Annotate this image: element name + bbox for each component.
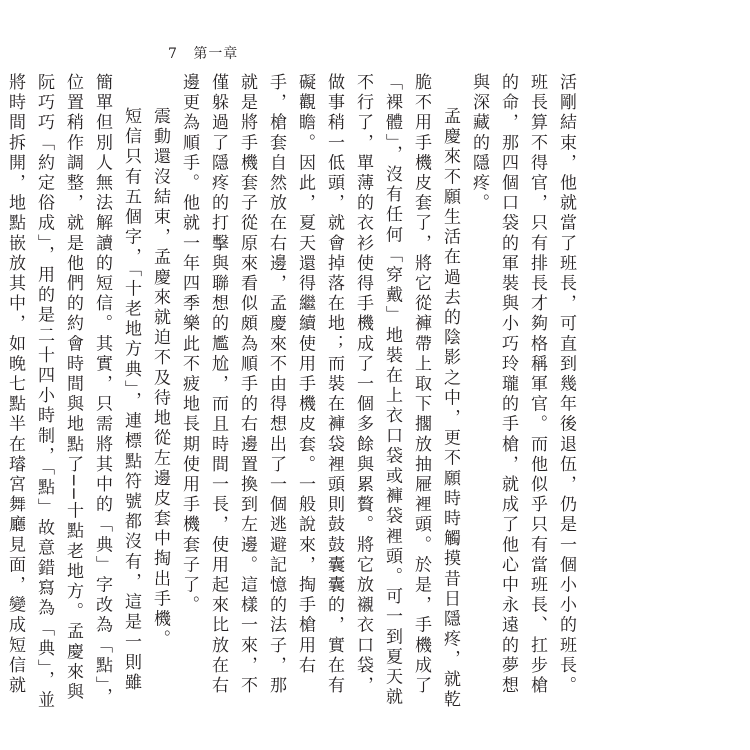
- paragraph: 孟慶來不願生活在過去的陰影之中，更不願時時觸摸昔日隱疼，就乾脆不用手機皮套了，將它從褲帶上取下擱放抽屜裡頭。於是，手機成了「裸體」，沒有任何「穿戴」地裝在上衣口袋或褲袋裡頭。可一到夏天就不行了，單薄的衣衫使得手機成了一個多餘與累贅。將它放襯衣口袋，做事稍一低頭，就會掉落在地；而裝在褲袋裡頭則鼓鼓囊囊的，實在有礙觀瞻。因此，夏天還得繼續使用手機皮套。一般說來，掏手槍用右手，槍套自然放在右邊，孟慶來不由得想出了一個逃避記憶的法子，那就是將手機套子從原來看似頗為順手的右邊置換到左邊。這樣一來，不僅躲過了隱疼的打擊與聯想的尷尬，而且時間一長，使用起來比放在右邊更為順手。他就一年四季樂此不疲地長期使用手機套子了。: [179, 73, 460, 710]
- page-number: 7: [168, 46, 178, 62]
- paragraph: 活剛結束，他就當了班長，可直到幾年後退伍，仍是一個小小的班長。班長算不得官，只有排長才夠格稱軍官。而他似乎只有當班長、扛步槍的命，那四個口袋的軍裝與小巧玲瓏的手槍，就成了他心中永遠的夢想與深藏的隱疼。: [469, 73, 576, 697]
- chapter-title: 第一章: [193, 46, 239, 62]
- body-text: [0, 73, 580, 713]
- paragraph: 震動還沒結束，孟慶來就迫不及待地從左邊皮套中掏出手機。: [150, 107, 170, 650]
- paragraph: 短信只有五個字，「十老地方典」，連標點符號都沒有，這是一則雖簡單但別人無法解讀的短信。其實，只需將其中的「典」字改為「點」，位置稍作調整，就是他們的約會時間與地點了──十點老地方。孟慶來與阮巧巧「約定俗成」，用的是二十四小時制，「點」故意錯寫為「典」，並將時間拆開，地點嵌放其中，如晚七點半在璿宮舞廳見面，變成短信就: [5, 73, 141, 711]
- running-header: [168, 43, 238, 63]
